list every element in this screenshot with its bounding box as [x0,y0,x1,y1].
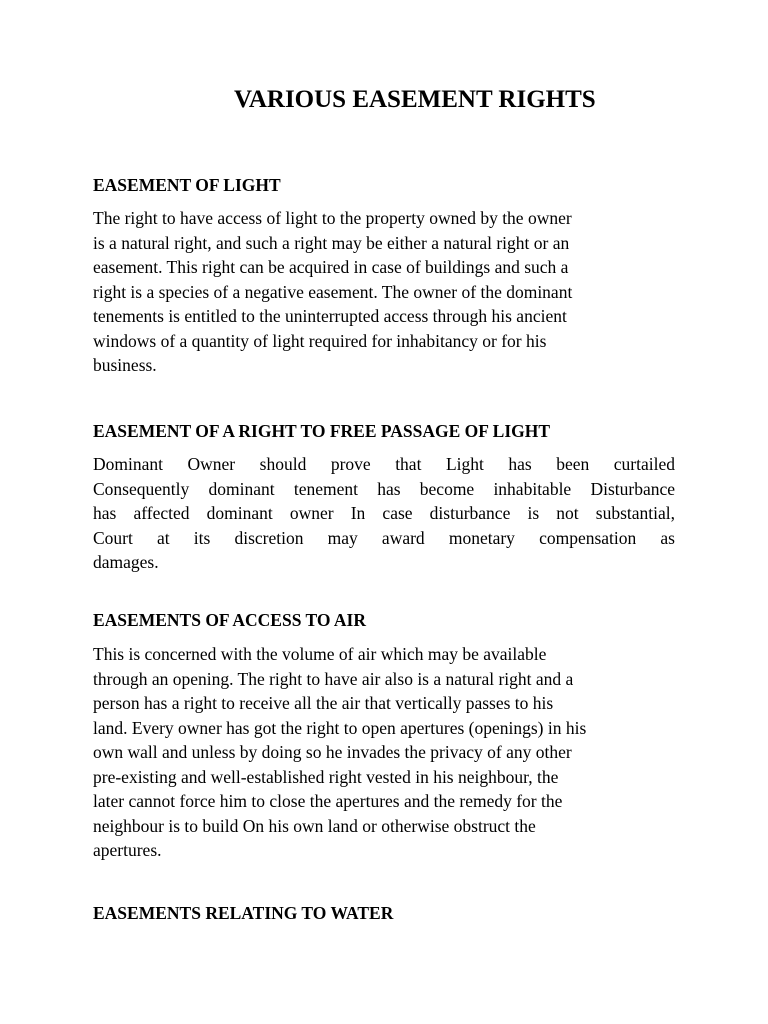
section-heading-free-passage-of-light: EASEMENT OF A RIGHT TO FREE PASSAGE OF LIGHT [93,421,551,441]
section-heading-access-to-air: EASEMENTS OF ACCESS TO AIR [93,610,366,630]
text-line: windows of a quantity of light required for inhabitancy or for his [93,330,547,351]
text-line: own wall and unless by doing so he invades the privacy of any other [93,742,572,762]
text-line: is a natural right, and such a right may be either a natural right or an [93,232,570,253]
section-body-access-to-air [93,642,675,863]
text-line: land. Every owner has got the right to open apertures (openings) in his [93,717,587,738]
text-line: Court at its discretion may award monetary compensation as [93,527,675,548]
text-line: This is concerned with the volume of air which may be available [93,644,547,664]
page-title: VARIOUS EASEMENT RIGHTS [234,86,596,113]
text-line: apertures. [93,840,162,860]
text-line: easement. This right can be acquired in case of buildings and such a [93,257,569,277]
text-line: business. [93,355,157,375]
text-line: right is a species of a negative easement. The owner of the dominant [93,281,573,302]
text-line: person has a right to receive all the air that vertically passes to his [93,693,554,713]
text-line: damages. [93,552,159,572]
text-line: later cannot force him to close the apertures and the remedy for the [93,791,563,811]
text-line: has affected dominant owner In case disturbance is not substantial, [93,503,675,523]
text-line: tenements is entitled to the uninterrupted access through his ancient [93,306,567,326]
section-body-free-passage-of-light [93,452,675,575]
text-line: Consequently dominant tenement has become inhabitable Disturbance [93,478,675,499]
section-heading-relating-to-water: EASEMENTS RELATING TO WATER [93,903,394,923]
section-heading-easement-of-light: EASEMENT OF LIGHT [93,175,281,195]
text-line: pre-existing and well-established right vested in his neighbour, the [93,766,559,787]
text-line: The right to have access of light to the property owned by the owner [93,208,572,228]
text-line: neighbour is to build On his own land or otherwise obstruct the [93,815,536,836]
section-body-easement-of-light [93,206,675,378]
text-line: Dominant Owner should prove that Light has been curtailed [93,454,675,474]
text-line: through an opening. The right to have air also is a natural right and a [93,668,574,689]
